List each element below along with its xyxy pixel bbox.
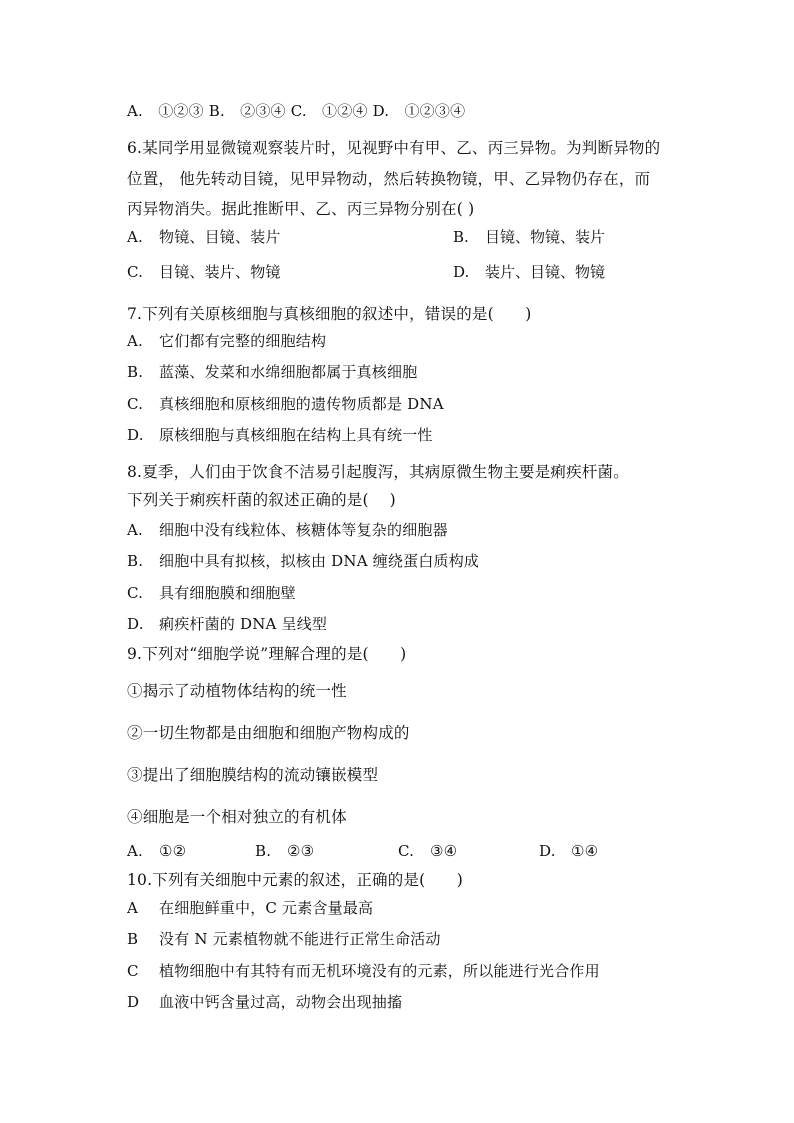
q8-option-b <box>127 551 479 571</box>
q9-statement-2: ②一切生物都是由细胞和细胞产物构成的 <box>127 724 410 742</box>
option-label: A. <box>127 228 144 246</box>
option-text: 装片、目镜、物镜 <box>485 263 606 281</box>
option-text: 血液中钙含量过高，动物会出现抽搐 <box>159 993 403 1011</box>
q7-option-c <box>127 394 444 414</box>
option-label: D. <box>127 615 144 633</box>
option-text: 物镜、目镜、装片 <box>159 228 281 246</box>
option-text: 细胞中具有拟核，拟核由 DNA 缠绕蛋白质构成 <box>159 552 480 570</box>
option-text: ①② <box>159 842 187 860</box>
q6-stem-line-3: 丙异物消失。据此推断甲、乙、丙三异物分别在( ) <box>127 200 475 218</box>
q9-statement-3: ③提出了细胞膜结构的流动镶嵌模型 <box>127 766 379 784</box>
q6-option-c <box>127 262 281 282</box>
q9-statement-1: ①揭示了动植物体结构的统一性 <box>127 682 347 700</box>
q8-stem-line-2: 下列关于痢疾杆菌的叙述正确的是( ) <box>127 491 396 509</box>
q8-option-a <box>127 520 448 540</box>
q7-stem: 7.下列有关原核细胞与真核细胞的叙述中，错误的是( ) <box>127 305 532 323</box>
option-text: 它们都有完整的细胞结构 <box>159 332 327 350</box>
option-text: 真核细胞和原核细胞的遗传物质都是 DNA <box>159 395 444 413</box>
option-text: 目镜、物镜、装片 <box>485 228 606 246</box>
q10-option-b <box>127 929 441 949</box>
q10-option-d <box>127 992 402 1012</box>
q10-option-c <box>127 961 600 981</box>
q9-option-a <box>127 841 186 861</box>
q7-option-a <box>127 331 326 351</box>
option-text: 细胞中没有线粒体、核糖体等复杂的细胞器 <box>159 521 448 539</box>
q9-stem: 9.下列对“细胞学说”理解合理的是( ) <box>127 645 407 663</box>
option-label: A <box>127 899 139 917</box>
option-text: ②③ <box>287 842 315 860</box>
option-label: D <box>127 993 140 1011</box>
q7-option-b <box>127 362 417 382</box>
option-text: 植物细胞中有其特有而无机环境没有的元素，所以能进行光合作用 <box>159 962 600 980</box>
option-text: 没有 N 元素植物就不能进行正常生命活动 <box>159 930 441 948</box>
option-label: C. <box>127 263 144 281</box>
option-label: C <box>127 962 139 980</box>
option-label: D. <box>539 842 556 860</box>
q9-statement-4: ④细胞是一个相对独立的有机体 <box>127 808 347 826</box>
option-text: ③④ <box>430 842 458 860</box>
option-label: B <box>127 930 139 948</box>
option-label: D. <box>127 426 144 444</box>
option-label: D. <box>453 263 470 281</box>
option-label: B. <box>127 363 144 381</box>
q8-option-d <box>127 614 327 634</box>
option-text: ①④ <box>571 842 599 860</box>
q6-stem-line-1: 6.某同学用显微镜观察装片时，见视野中有甲、乙、丙三异物。为判断异物的 <box>127 139 661 157</box>
q6-option-a <box>127 227 281 247</box>
option-label: C. <box>127 584 144 602</box>
q10-stem: 10.下列有关细胞中元素的叙述，正确的是( ) <box>127 871 464 889</box>
q5-options: A. ①②③ B. ②③④ C. ①②④ D. ①②③④ <box>127 102 466 120</box>
option-text: 具有细胞膜和细胞壁 <box>159 584 296 602</box>
option-label: A. <box>127 521 144 539</box>
q7-option-d <box>127 425 433 445</box>
option-text: 原核细胞与真核细胞在结构上具有统一性 <box>159 426 433 444</box>
q9-option-b <box>255 841 314 861</box>
q9-option-c <box>398 841 457 861</box>
option-text: 蓝藻、发菜和水绵细胞都属于真核细胞 <box>159 363 418 381</box>
q6-option-d <box>453 262 605 282</box>
option-text: 在细胞鲜重中，C 元素含量最高 <box>159 899 374 917</box>
option-label: B. <box>255 842 272 860</box>
option-text: 痢疾杆菌的 DNA 呈线型 <box>159 615 328 633</box>
q6-stem-line-2: 位置， 他先转动目镜，见甲异物动，然后转换物镜，甲、乙异物仍存在，而 <box>127 170 651 188</box>
option-label: C. <box>398 842 415 860</box>
q8-stem-line-1: 8.夏季，人们由于饮食不洁易引起腹泻，其病原微生物主要是痢疾杆菌。 <box>127 463 629 481</box>
option-label: B. <box>127 552 144 570</box>
q10-option-a <box>127 898 373 918</box>
q8-option-c <box>127 583 296 603</box>
option-label: C. <box>127 395 144 413</box>
option-text: 目镜、装片、物镜 <box>159 263 281 281</box>
option-label: A. <box>127 332 144 350</box>
q6-option-b <box>453 227 605 247</box>
option-label: A. <box>127 842 144 860</box>
option-label: B. <box>453 228 469 246</box>
q9-option-d <box>539 841 598 861</box>
